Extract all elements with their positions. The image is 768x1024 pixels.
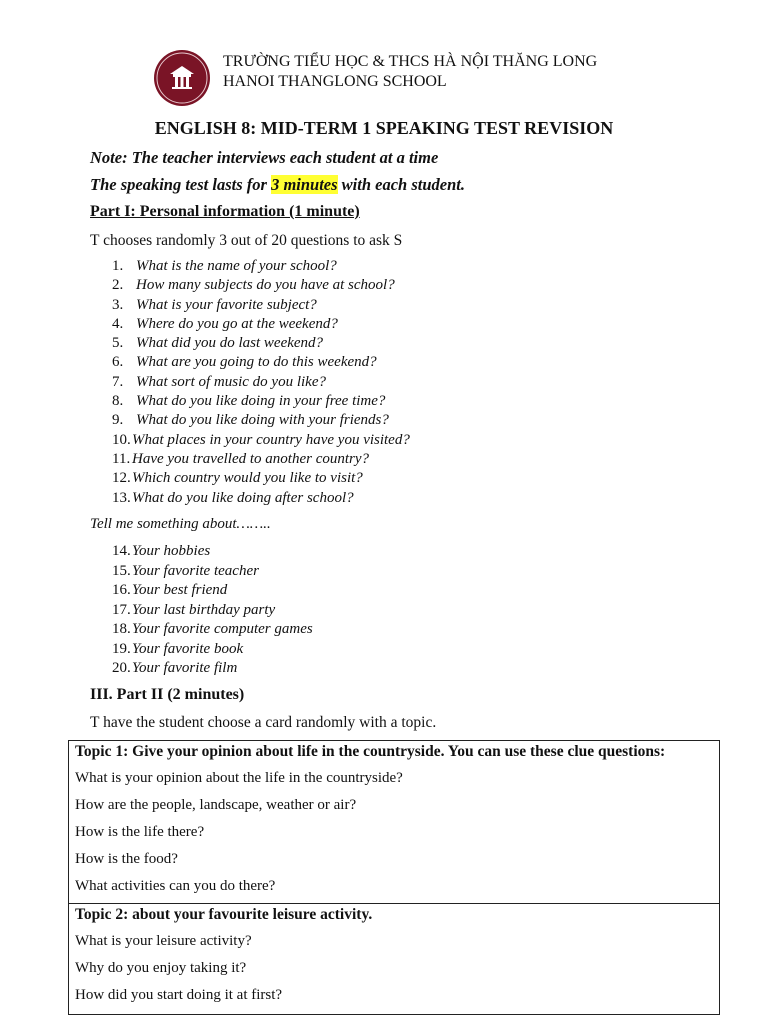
school-name [223,52,597,92]
document-title: ENGLISH 8: MID-TERM 1 SPEAKING TEST REVISION [154,118,614,138]
topic1-question: What activities can you do there? [75,878,276,894]
topic1-card [68,740,720,904]
list-item: 10.What places in your country have you visited? [112,431,410,448]
note-duration-post: with each student. [337,175,465,194]
school-name-vietnamese: TRƯỜNG TIỂU HỌC & THCS HÀ NỘI THĂNG LONG [223,53,598,70]
list-item: 8. What do you like doing in your free time? [112,393,386,410]
list-item: 5. What did you do last weekend? [112,335,324,352]
list-item: 14.Your hobbies [112,543,211,559]
list-item: 18.Your favorite computer games [112,621,313,637]
part1-heading: Part I: Personal information (1 minute) [90,203,360,220]
topic2-question: What is your leisure activity? [75,933,252,949]
topic2-card [68,903,720,1015]
list-item: 6. What are you going to do this weekend? [112,354,377,371]
list-item: 19.Your favorite book [112,640,244,657]
topic2-question: Why do you enjoy taking it? [75,960,247,976]
list-item: 13.What do you like doing after school? [112,489,354,506]
note-duration-pre: The speaking test lasts for [90,175,272,194]
list-item: 15.Your favorite teacher [112,562,259,579]
list-item: 2. How many subjects do you have at school? [112,277,395,294]
topic-list [112,543,313,680]
part2-heading: III. Part II (2 minutes) [90,686,245,703]
question-list [112,258,410,509]
part1-instruction: T chooses randomly 3 out of 20 questions to ask S [90,232,403,249]
part2-instruction: T have the student choose a card randomly with a topic. [90,714,437,731]
topic1-question: What is your opinion about the life in the countryside? [75,770,403,786]
list-item: 20.Your favorite film [112,660,238,676]
note-interview: Note: The teacher interviews each student at a time [90,148,439,167]
list-item: 12.Which country would you like to visit? [112,470,363,487]
note-duration [90,175,465,195]
topic2-question: How did you start doing it at first? [75,987,283,1003]
list-item: 17.Your last birthday party [112,601,276,618]
list-item: 4. Where do you go at the weekend? [112,315,338,332]
topic2-title: Topic 2: about your favourite leisure activity. [75,906,373,923]
topic1-title: Topic 1: Give your opinion about life in the countryside. You can use these clue questions: [75,743,666,760]
list-item: 3. What is your favorite subject? [112,296,317,313]
topic1-question: How is the food? [75,851,178,867]
topic1-question: How is the life there? [75,824,205,840]
list-item: 16.Your best friend [112,582,228,598]
school-logo-icon [154,50,210,106]
list-item: 7. What sort of music do you like? [112,373,326,390]
list-item: 11. Have you travelled to another country? [112,450,370,467]
topic1-question: How are the people, landscape, weather or air? [75,797,357,813]
highlighted-duration: 3 minutes [271,175,338,194]
tell-me-prompt: Tell me something about…….. [90,516,271,532]
list-item: 1. What is the name of your school? [112,258,337,274]
school-name-english: HANOI THANGLONG SCHOOL [223,73,447,90]
list-item: 9. What do you like doing with your friends? [112,412,389,429]
